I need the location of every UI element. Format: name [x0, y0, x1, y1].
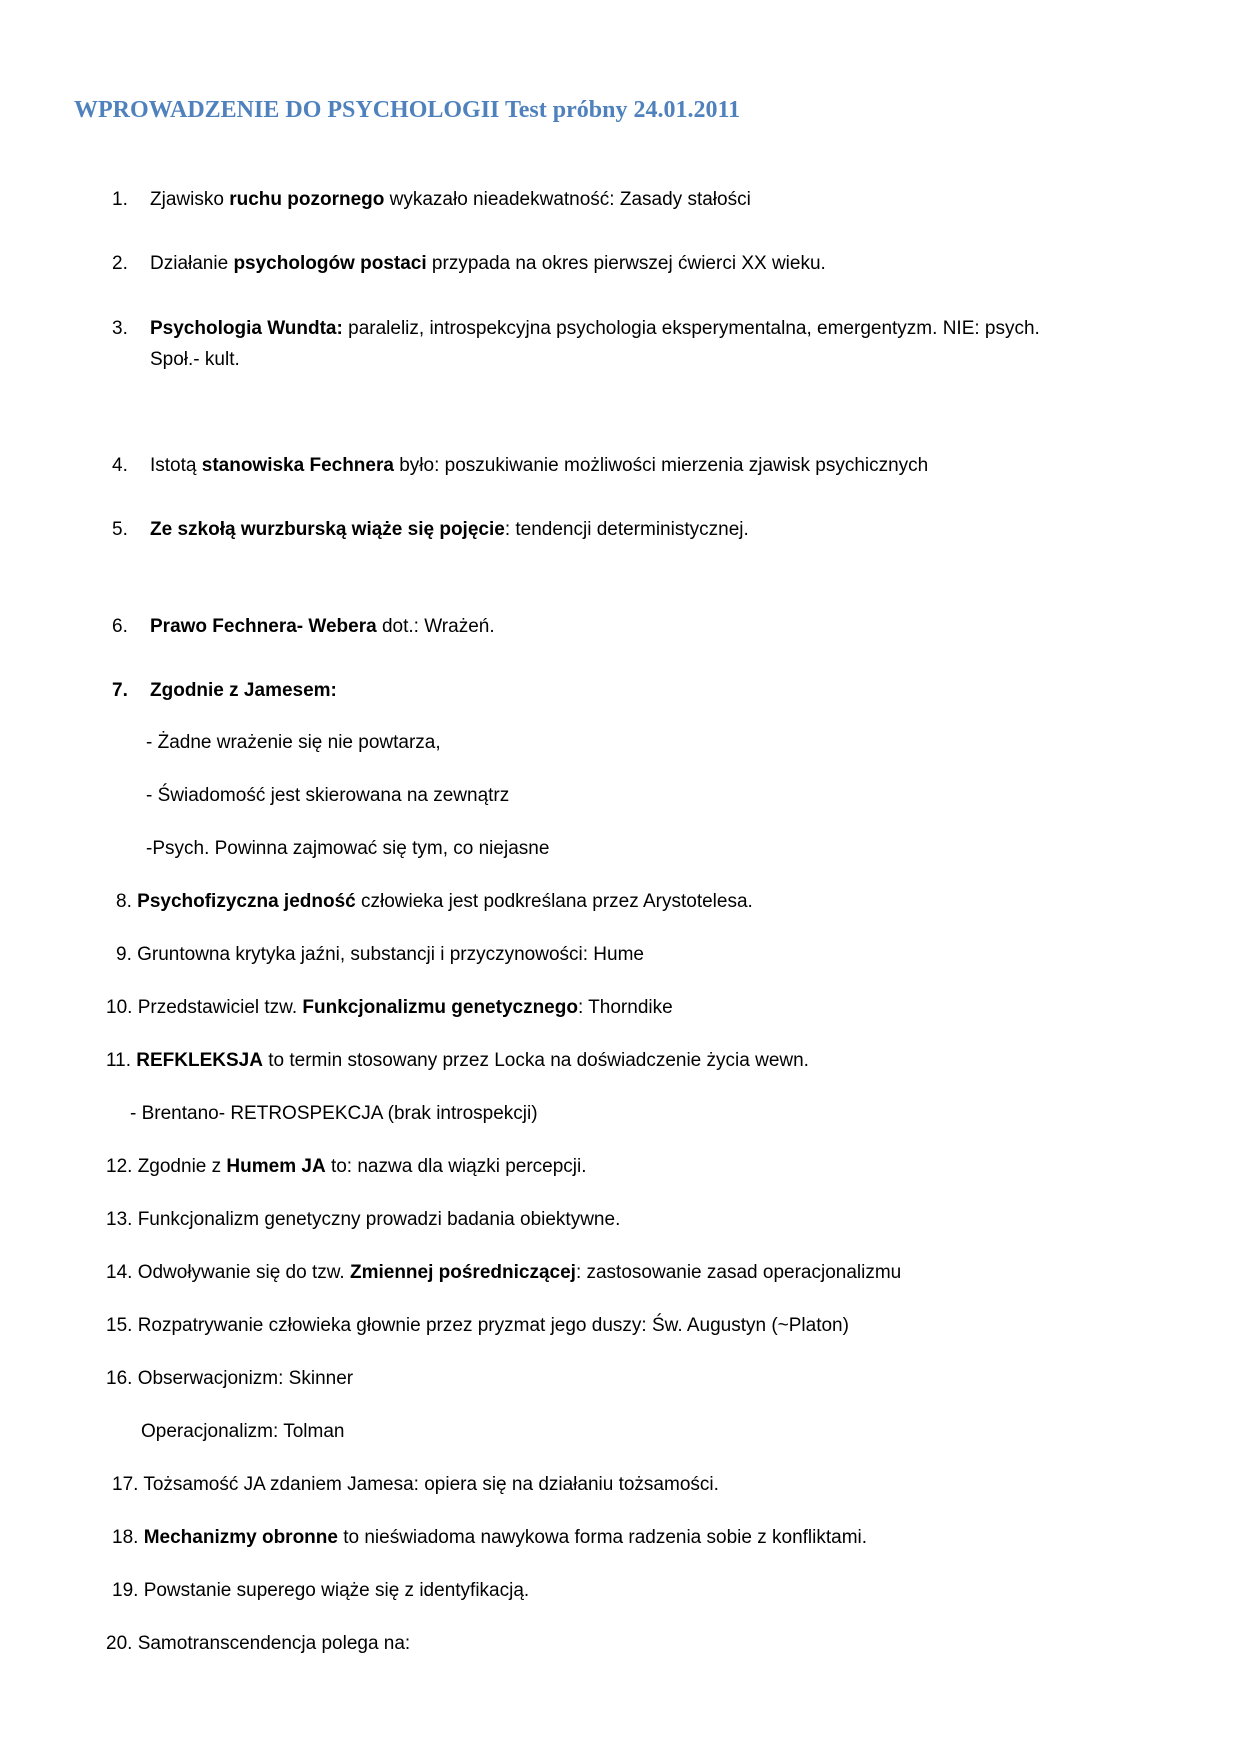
text-segment: to nieświadoma nawykowa forma radzenia sobie z konfliktami.	[337, 1527, 868, 1548]
bold-term: REFKLEKSJA	[136, 1050, 263, 1071]
bold-term: Psychologia Wundta:	[150, 318, 343, 339]
bold-term: Psychofizyczna jedność	[137, 891, 356, 912]
text-segment: to termin stosowany przez Locka na doświadczenie życia wewn.	[262, 1050, 809, 1071]
question-number: 1.	[112, 189, 128, 210]
text-segment: 11.	[106, 1050, 137, 1071]
question-number: 3.	[112, 318, 128, 339]
question-15: 15. Rozpatrywanie człowieka głownie przez pryzmat jego duszy: Św. Augustyn (~Platon)	[106, 1315, 849, 1336]
text-segment: : tendencji deterministycznej.	[504, 519, 749, 540]
question-3-continuation: Społ.- kult.	[150, 349, 240, 370]
question-text	[150, 519, 749, 541]
text-segment: 18.	[112, 1527, 144, 1548]
list-item: - Świadomość jest skierowana na zewnątrz	[146, 785, 510, 806]
text-segment: : zastosowanie zasad operacjonalizmu	[575, 1262, 902, 1283]
question-20: 20. Samotranscendencja polega na:	[106, 1633, 411, 1654]
question-text	[150, 253, 826, 275]
question-16: 16. Obserwacjonizm: Skinner	[106, 1368, 354, 1389]
question-19: 19. Powstanie superego wiąże się z identyfikacją.	[112, 1580, 530, 1601]
bold-term: ruchu pozornego	[229, 189, 385, 210]
question-14	[106, 1262, 901, 1284]
question-12	[106, 1156, 587, 1178]
bold-term: psychologów postaci	[233, 253, 427, 274]
text-segment: Działanie	[150, 253, 234, 274]
text-segment: wykazało nieadekwatność: Zasady stałości	[384, 189, 751, 210]
question-16-continuation: Operacjonalizm: Tolman	[141, 1421, 345, 1442]
question-8	[116, 891, 753, 913]
text-segment: : Thorndike	[577, 997, 673, 1018]
bold-term: Humem JA	[226, 1156, 326, 1177]
question-text	[150, 189, 751, 211]
question-11-note: - Brentano- RETROSPEKCJA (brak introspekcji)	[130, 1103, 538, 1124]
bold-term: Ze szkołą wurzburską wiąże się pojęcie	[150, 519, 505, 540]
question-text	[150, 455, 928, 477]
question-17: 17. Tożsamość JA zdaniem Jamesa: opiera się na działaniu tożsamości.	[112, 1474, 719, 1495]
question-9: 9. Gruntowna krytyka jaźni, substancji i przyczynowości: Hume	[116, 944, 644, 965]
text-segment: to: nazwa dla wiązki percepcji.	[325, 1156, 587, 1177]
question-number: 6.	[112, 616, 128, 637]
bold-term: Mechanizmy obronne	[143, 1527, 338, 1548]
text-segment: przypada na okres pierwszej ćwierci XX wieku.	[426, 253, 826, 274]
text-segment: było: poszukiwanie możliwości mierzenia zjawisk psychicznych	[393, 455, 929, 476]
question-text	[150, 616, 495, 638]
text-segment: 10. Przedstawiciel tzw.	[106, 997, 303, 1018]
text-segment: dot.: Wrażeń.	[376, 616, 495, 637]
question-text	[150, 318, 1040, 340]
question-number: 7.	[112, 680, 128, 701]
list-item: -Psych. Powinna zajmować się tym, co niejasne	[146, 838, 550, 859]
text-segment: człowieka jest podkreślana przez Arystotelesa.	[355, 891, 753, 912]
text-segment: 12. Zgodnie z	[106, 1156, 227, 1177]
question-number: 4.	[112, 455, 128, 476]
question-number: 5.	[112, 519, 128, 540]
question-number: 8.	[116, 891, 132, 912]
text-segment: paraleliz, introspekcyjna psychologia eksperymentalna, emergentyzm. NIE: psych.	[342, 318, 1040, 339]
question-18	[112, 1527, 867, 1549]
bold-term: stanowiska Fechnera	[201, 455, 394, 476]
text-segment: Zjawisko	[150, 189, 230, 210]
question-10	[106, 997, 673, 1019]
bold-term: Zmiennej pośredniczącej	[349, 1262, 576, 1283]
question-text: Zgodnie z Jamesem:	[150, 680, 337, 701]
bold-term: Prawo Fechnera- Webera	[150, 616, 377, 637]
question-number: 2.	[112, 253, 128, 274]
question-13: 13. Funkcjonalizm genetyczny prowadzi badania obiektywne.	[106, 1209, 621, 1230]
text-segment: 14. Odwoływanie się do tzw.	[106, 1262, 350, 1283]
page-title: WPROWADZENIE DO PSYCHOLOGII Test próbny 24.01.2011	[74, 97, 741, 123]
list-item: - Żadne wrażenie się nie powtarza,	[146, 732, 441, 753]
text-segment: Istotą	[150, 455, 202, 476]
bold-term: Funkcjonalizmu genetycznego	[302, 997, 578, 1018]
question-11	[106, 1050, 809, 1072]
